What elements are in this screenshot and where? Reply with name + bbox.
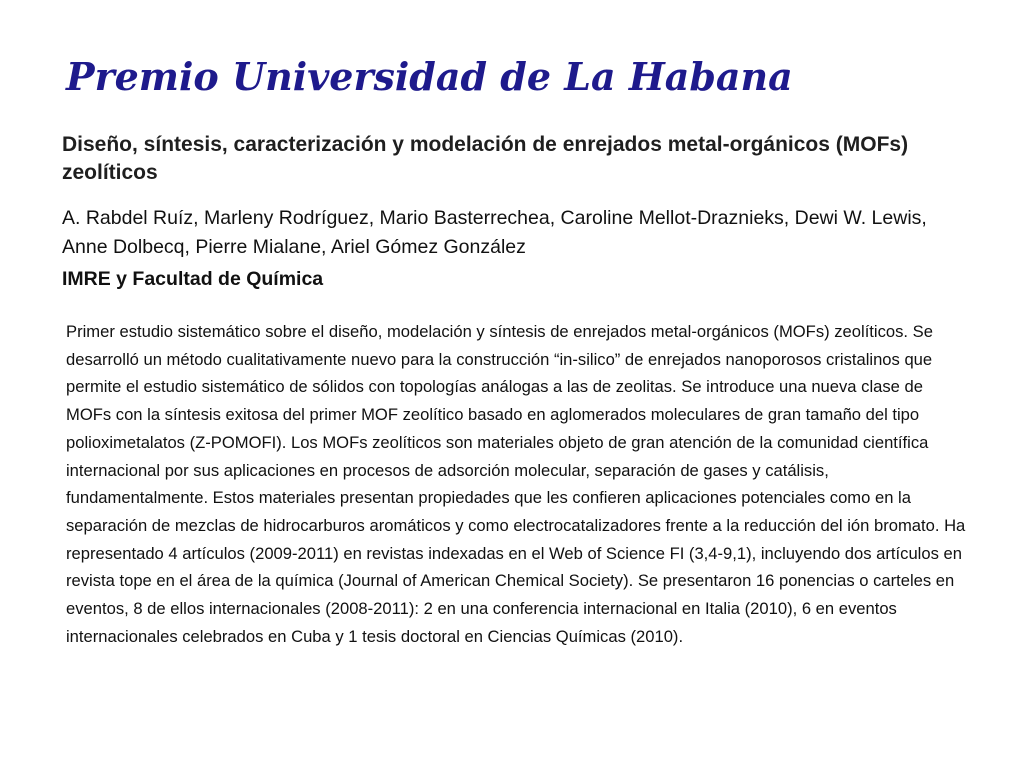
project-title: Diseño, síntesis, caracterización y modelación de enrejados metal-orgánicos (MOFs) zeolíticos [62, 133, 909, 184]
institution: IMRE y Facultad de Química [62, 268, 324, 290]
abstract-text: Primer estudio sistemático sobre el diseño, modelación y síntesis de enrejados metal-orgánicos (MOFs) zeolíticos. Se desarrolló un método cualitativamente nuevo para la construcción “in-silico” de enrejados nanoporosos cristalinos que permite el estudio sistemático de sólidos con topologías análogas a las de zeolitas. Se introduce una nueva clase de MOFs con la síntesis exitosa del primer MOF zeolítico basado en aglomerados moleculares de gran tamaño del tipo polioximetalatos (Z-POMOFI). Los MOFs zeolíticos son materiales objeto de gran atención de la comunidad científica internacional por sus aplicaciones en procesos de adsorción molecular, separación de gases y catálisis, fundamentalmente. Estos materiales presentan propiedades que les confieren aplicaciones potenciales como en la separación de mezclas de hidrocarburos aromáticos y como electrocatalizadores frente a la reducción del ión bromato. Ha representado 4 artículos (2009-2011) en revistas indexadas en el Web of Science FI (3,4-9,1), incluyendo dos artículos en revista tope en el área de la química (Journal of American Chemical Society). Se presentaron 16 ponencias o carteles en eventos, 8 de ellos internacionales (2008-2011): 2 en una conferencia internacional en Italia (2010), 6 en eventos internacionales celebrados en Cuba y 1 tesis doctoral en Ciencias Químicas (2010). [66, 322, 966, 646]
authors-list: A. Rabdel Ruíz, Marleny Rodríguez, Mario Basterrechea, Caroline Mellot-Draznieks, Dewi W. Lewis, Anne Dolbecq, Pierre Mialane, Ariel Gómez González [62, 207, 927, 258]
award-title: Premio Universidad de La Habana [66, 54, 793, 99]
